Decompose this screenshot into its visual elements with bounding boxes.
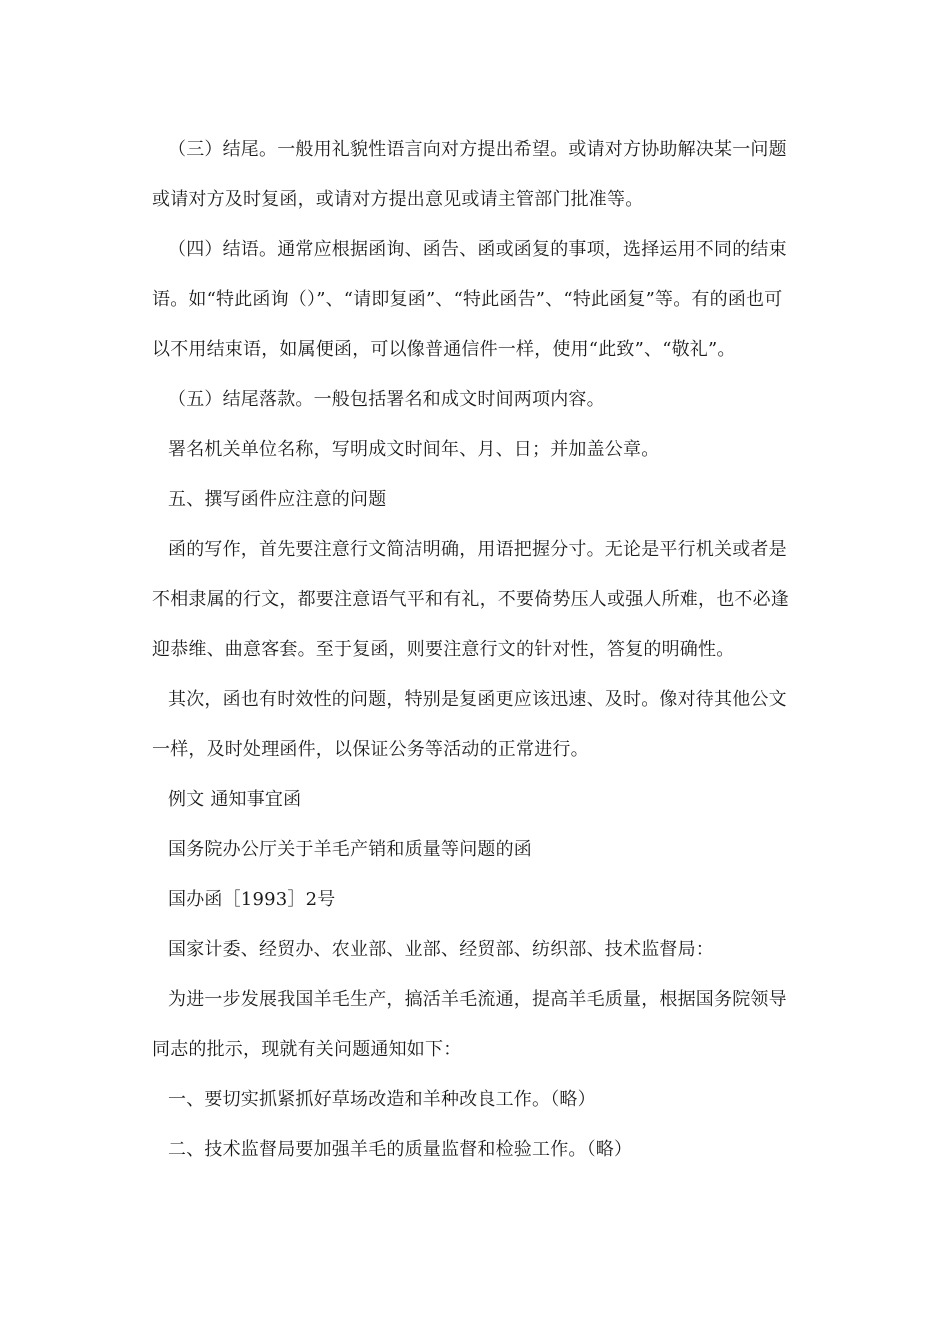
paragraph-intro: 为进一步发展我国羊毛生产，搞活羊毛流通，提高羊毛质量，根据国务院领导同志的批示，现就有关问题通知如下：: [152, 989, 787, 1060]
paragraph-closing-section: （三）结尾。一般用礼貌性语言向对方提出希望。或请对方协助解决某一问题或请对方及时复函，或请对方提出意见或请主管部门批准等。: [152, 139, 787, 210]
section-heading-notes: 五、撰写函件应注意的问题: [168, 489, 387, 510]
example-label: 例文 通知事宜函: [168, 789, 302, 810]
recipients-line: 国家计委、经贸办、农业部、业部、经贸部、纺织部、技术监督局：: [168, 939, 714, 960]
paragraph-timeliness: 其次，函也有时效性的问题，特别是复函更应该迅速、及时。像对待其他公文一样，及时处理函件，以保证公务等活动的正常进行。: [152, 689, 787, 760]
paragraph-signature-details: 署名机关单位名称，写明成文时间年、月、日；并加盖公章。: [168, 439, 660, 460]
example-title: 国务院办公厅关于羊毛产销和质量等问题的函: [168, 839, 532, 860]
document-number: 国办函［1993］2号: [168, 889, 336, 910]
list-item-2: 二、技术监督局要加强羊毛的质量监督和检验工作。（略）: [168, 1139, 633, 1160]
paragraph-signature-section: （五）结尾落款。一般包括署名和成文时间两项内容。: [168, 389, 605, 410]
paragraph-concluding-phrase: （四）结语。通常应根据函询、函告、函或函复的事项，选择运用不同的结束语。如“特此函询（）”、“请即复函”、“特此函告”、“特此函复”等。有的函也可以不用结束语，如属便函，可以像普通信件一样，使用“此致”、“敬礼”。: [152, 239, 787, 360]
list-item-1: 一、要切实抓紧抓好草场改造和羊种改良工作。（略）: [168, 1089, 596, 1110]
document-body: [152, 125, 792, 1175]
paragraph-writing-style: 函的写作，首先要注意行文简洁明确，用语把握分寸。无论是平行机关或者是不相隶属的行文，都要注意语气平和有礼，不要倚势压人或强人所难，也不必逢迎恭维、曲意客套。至于复函，则要注意行文的针对性，答复的明确性。: [152, 539, 789, 660]
